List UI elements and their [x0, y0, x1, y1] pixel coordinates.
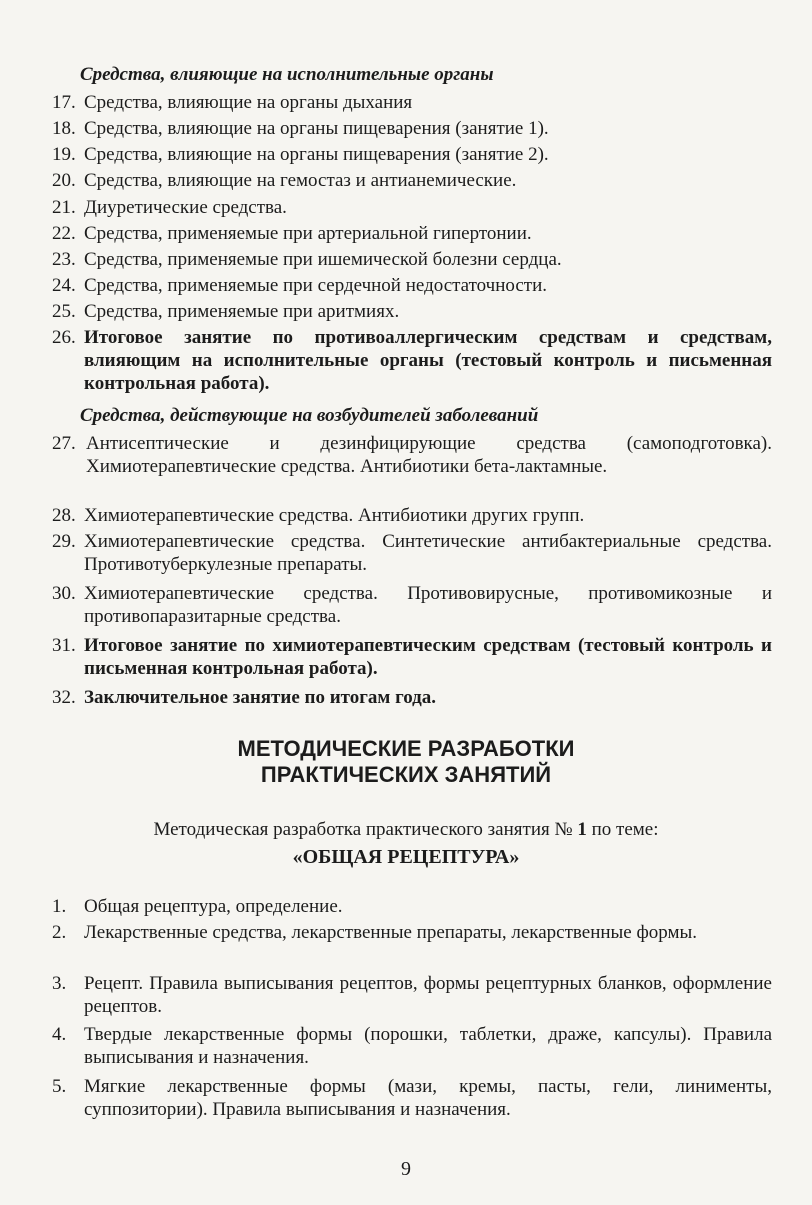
item-number: 23. [52, 249, 76, 270]
methodical-title-line1: МЕТОДИЧЕСКИЕ РАЗРАБОТКИ [237, 736, 575, 761]
item-number: 26. [52, 327, 76, 348]
item-number: 4. [52, 1024, 67, 1045]
list-item-27 [52, 432, 772, 478]
item-number: 5. [52, 1076, 67, 1097]
list-item-30 [52, 582, 772, 628]
item-number: 29. [52, 531, 76, 552]
page-number: 9 [401, 1158, 411, 1180]
item-text: Антисептические и дезинфицирующие средства (самоподготовка). Химиотерапевтические средства. Антибиотики бета-лактамные. [86, 433, 772, 477]
item-text: Заключительное занятие по итогам года. [84, 687, 437, 708]
item-number: 25. [52, 301, 76, 322]
item-number: 2. [52, 922, 67, 943]
item-number: 24. [52, 275, 76, 296]
item-number: 17. [52, 92, 76, 113]
list-item-28 [52, 504, 772, 527]
topic-item-5 [52, 1075, 772, 1121]
item-number: 3. [52, 973, 67, 994]
lesson-number: 1 [577, 819, 587, 840]
section-heading-pathogens: Средства, действующие на возбудителей заболеваний [80, 405, 539, 426]
item-text: Средства, влияющие на органы пищеварения (занятие 2). [84, 144, 549, 165]
item-text: Средства, применяемые при артериальной гипертонии. [84, 223, 532, 244]
item-text: Общая рецептура, определение. [84, 896, 343, 917]
list-item-17 [52, 91, 772, 114]
topic-item-4 [52, 1023, 772, 1069]
item-number: 22. [52, 223, 76, 244]
item-text: Лекарственные средства, лекарственные препараты, лекарственные формы. [84, 922, 698, 943]
list-item-25 [52, 300, 772, 323]
subtitle-prefix: Методическая разработка практического занятия № [153, 819, 578, 840]
item-text: Твердые лекарственные формы (порошки, таблетки, драже, капсулы). Правила выписывания и назначения. [84, 1024, 772, 1068]
item-text: Химиотерапевтические средства. Синтетические антибактериальные средства. Противотуберкулезные препараты. [84, 531, 772, 575]
item-number: 18. [52, 118, 76, 139]
item-number: 32. [52, 687, 76, 708]
item-text: Рецепт. Правила выписывания рецептов, формы рецептурных бланков, оформление рецептов. [84, 973, 772, 1017]
item-text: Диуретические средства. [84, 197, 287, 218]
list-item-23 [52, 248, 772, 271]
item-text: Итоговое занятие по химиотерапевтическим средствам (тестовый контроль и письменная контрольная работа). [84, 635, 772, 679]
subtitle-suffix: по теме: [586, 819, 659, 840]
item-number: 20. [52, 170, 76, 191]
topic-item-1 [52, 895, 772, 918]
topic-item-2 [52, 921, 772, 944]
item-number: 19. [52, 144, 76, 165]
item-number: 27. [52, 433, 76, 454]
topic-item-3 [52, 972, 772, 1018]
list-item-22 [52, 222, 772, 245]
item-text: Средства, влияющие на гемостаз и антианемические. [84, 170, 517, 191]
list-item-26 [52, 326, 772, 395]
item-text: Средства, применяемые при ишемической болезни сердца. [84, 249, 562, 270]
list-item-24 [52, 274, 772, 297]
item-text: Средства, применяемые при аритмиях. [84, 301, 400, 322]
item-text: Химиотерапевтические средства. Противовирусные, противомикозные и противопаразитарные средства. [84, 583, 772, 627]
section-heading-executive-organs: Средства, влияющие на исполнительные органы [80, 64, 494, 85]
list-item-29 [52, 530, 772, 576]
list-item-20 [52, 169, 772, 192]
methodical-title-line2: ПРАКТИЧЕСКИХ ЗАНЯТИЙ [260, 762, 552, 787]
item-text: Средства, влияющие на органы дыхания [84, 92, 413, 113]
list-item-21 [52, 196, 772, 219]
item-text: Итоговое занятие по противоаллергическим средствам и средствам, влияющим на исполнительные органы (тестовый контроль и письменная контрольная работа). [84, 327, 772, 394]
item-number: 21. [52, 197, 76, 218]
item-number: 1. [52, 896, 67, 917]
item-text: Мягкие лекарственные формы (мази, кремы, пасты, гели, линименты, суппозитории). Правила выписывания и назначения. [84, 1076, 772, 1120]
item-text: Химиотерапевтические средства. Антибиотики других групп. [84, 505, 585, 526]
list-item-32 [52, 686, 772, 709]
list-item-31 [52, 634, 772, 680]
item-number: 30. [52, 583, 76, 604]
item-text: Средства, влияющие на органы пищеварения (занятие 1). [84, 118, 549, 139]
list-item-19 [52, 143, 772, 166]
list-item-18 [52, 117, 772, 140]
item-text: Средства, применяемые при сердечной недостаточности. [84, 275, 548, 296]
item-number: 28. [52, 505, 76, 526]
item-number: 31. [52, 635, 76, 656]
lesson-topic: «ОБЩАЯ РЕЦЕПТУРА» [292, 846, 520, 868]
lesson-subtitle [0, 818, 812, 842]
